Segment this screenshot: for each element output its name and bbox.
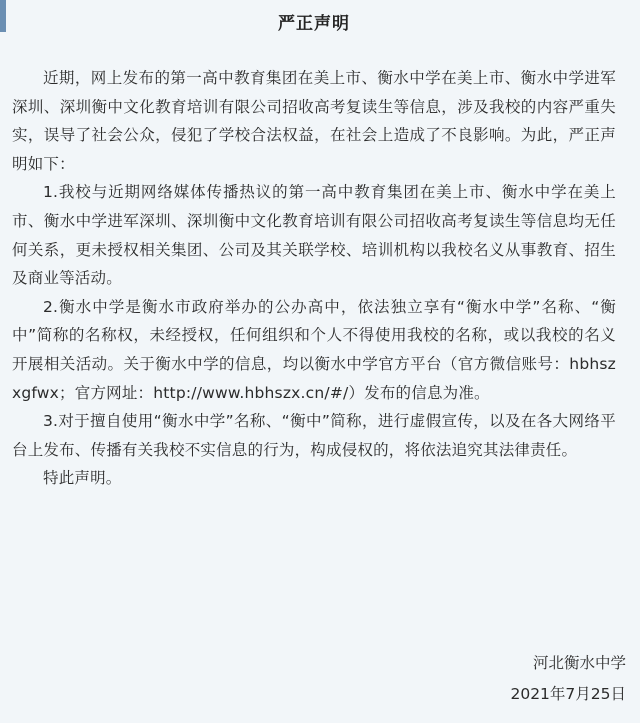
document-title: 严正声明 (278, 14, 350, 34)
point-3-paragraph: 3.对于擅自使用“衡水中学”名称、“衡中”简称，进行虚假宣传，以及在各大网络平台上发布、传播有关我校不实信息的行为，构成侵权的，将依法追究其法律责任。 (12, 412, 616, 459)
closing-paragraph: 特此声明。 (43, 469, 122, 488)
signature-date: 2021年7月25日 (510, 685, 626, 703)
document-body (12, 64, 616, 493)
point-1-paragraph: 1.我校与近期网络媒体传播热议的第一高中教育集团在美上市、衡水中学在美上市、衡水中学进军深圳、深圳衡中文化教育培训有限公司招收高考复读生等信息均无任何关系，更未授权相关集团、公司及其关联学校、培训机构以我校名义从事教育、招生及商业等活动。 (12, 183, 616, 288)
signature-organization: 河北衡水中学 (532, 654, 626, 672)
point-2-paragraph: 2.衡水中学是衡水市政府举办的公办高中，依法独立享有“衡水中学”名称、“衡中”简称的名称权，未经授权，任何组织和个人不得使用我校的名称，或以我校的名义开展相关活动。关于衡水中学的信息，均以衡水中学官方平台（官方微信账号：hbhszxgfwx；官方网址：http://www.hbhszx.cn/#/）发布的信息为准。 (12, 297, 616, 402)
intro-paragraph: 近期，网上发布的第一高中教育集团在美上市、衡水中学在美上市、衡水中学进军深圳、深圳衡中文化教育培训有限公司招收高考复读生等信息，涉及我校的内容严重失实，误导了社会公众，侵犯了学校合法权益，在社会上造成了不良影响。为此，严正声明如下： (12, 69, 616, 173)
signature-block (510, 648, 626, 710)
